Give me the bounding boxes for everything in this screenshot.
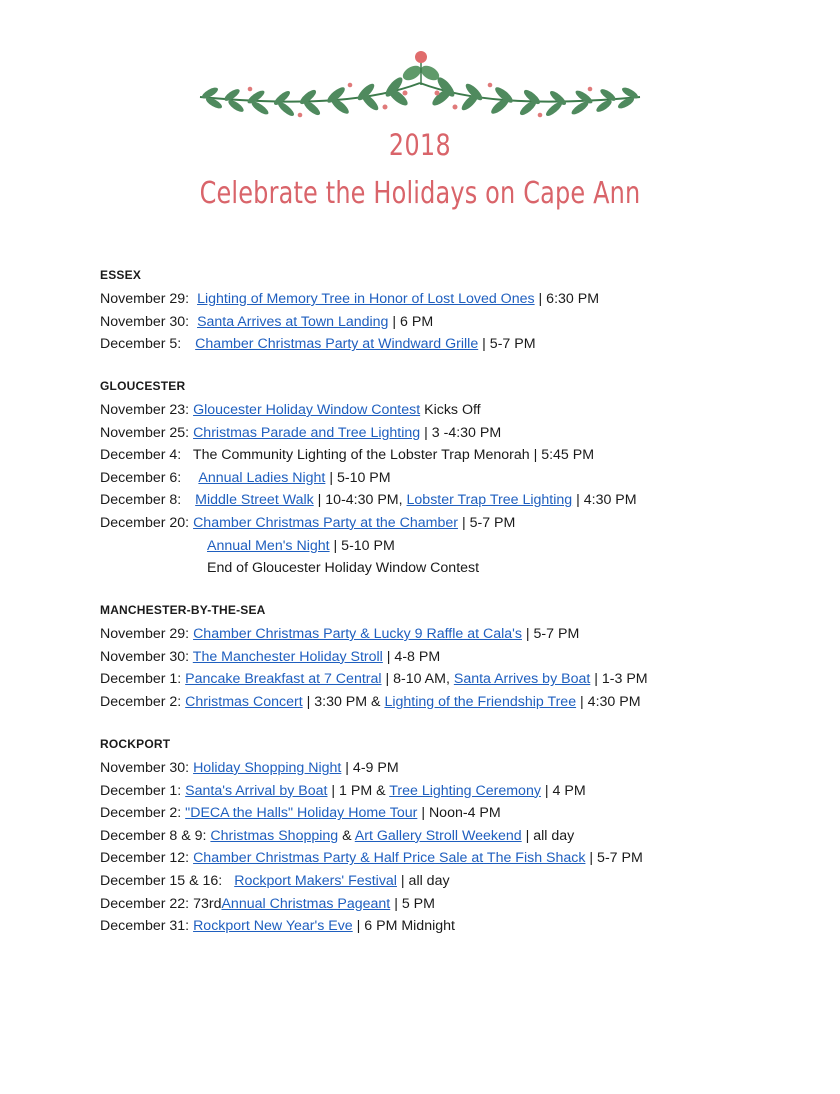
- event-time: | 4-8 PM: [386, 648, 441, 665]
- event-time: | 5-10 PM: [333, 537, 395, 554]
- event-row: [100, 668, 800, 691]
- event-link[interactable]: Holiday Shopping Night: [193, 760, 342, 776]
- event-date: December 6:: [100, 469, 182, 486]
- section-heading: MANCHESTER-BY-THE-SEA: [100, 603, 266, 617]
- event-row: [100, 535, 800, 558]
- event-time: &: [342, 827, 352, 844]
- event-date: November 25:: [100, 424, 190, 441]
- event-text: The Community Lighting of the Lobster Trap Menorah | 5:45 PM: [192, 447, 595, 464]
- event-time: | 8-10 AM,: [385, 671, 450, 688]
- event-time: | 3 -4:30 PM: [424, 424, 502, 441]
- event-date: December 2:: [100, 693, 182, 710]
- event-text: End of Gloucester Holiday Window Contest: [207, 560, 480, 577]
- event-link[interactable]: Annual Ladies Night: [198, 469, 326, 486]
- event-date: December 5:: [100, 336, 182, 353]
- event-row: [100, 870, 800, 893]
- event-row: [100, 444, 800, 467]
- event-date: December 22:: [100, 895, 190, 912]
- event-link[interactable]: Santa Arrives at Town Landing: [197, 313, 389, 330]
- event-link[interactable]: Chamber Christmas Party at the Chamber: [193, 514, 458, 531]
- section-manchester: [100, 600, 800, 713]
- event-row: [100, 691, 800, 714]
- event-row: [100, 623, 800, 646]
- event-date: November 23:: [100, 402, 190, 418]
- event-time: | 4-9 PM: [345, 760, 399, 776]
- event-text: Kicks Off: [424, 402, 481, 418]
- event-time: | 3:30 PM &: [306, 693, 381, 710]
- event-time: | 6:30 PM: [538, 291, 600, 307]
- event-row: [100, 646, 800, 669]
- event-row: [100, 467, 800, 490]
- event-time: | 1 PM &: [331, 782, 386, 799]
- event-time: | 5-7 PM: [461, 514, 516, 531]
- event-link[interactable]: Lighting of Memory Tree in Honor of Lost Loved Ones: [197, 291, 535, 307]
- event-row: [100, 802, 800, 825]
- event-row: [100, 489, 800, 512]
- event-row: [100, 311, 800, 334]
- event-row: [100, 825, 800, 848]
- event-date: November 30:: [100, 313, 190, 330]
- event-time: | 6 PM Midnight: [356, 918, 455, 935]
- event-date: November 29:: [100, 291, 190, 307]
- event-time: | 5 PM: [394, 895, 435, 912]
- event-link[interactable]: Chamber Christmas Party & Lucky 9 Raffle at Cala's: [193, 626, 522, 642]
- event-date: December 8:: [100, 492, 182, 509]
- event-link[interactable]: Gloucester Holiday Window Contest: [193, 402, 421, 418]
- event-link[interactable]: Tree Lighting Ceremony: [389, 782, 541, 799]
- event-link[interactable]: Art Gallery Stroll Weekend: [354, 827, 522, 844]
- page-year: 2018: [388, 128, 452, 162]
- event-date: November 30:: [100, 648, 190, 665]
- event-row: [100, 915, 800, 938]
- event-row: [100, 422, 800, 445]
- event-link[interactable]: Santa's Arrival by Boat: [185, 782, 328, 799]
- event-time: | all day: [400, 872, 450, 889]
- event-date: December 8 & 9:: [100, 827, 207, 844]
- event-date: November 29:: [100, 626, 190, 642]
- event-time: | 5-7 PM: [525, 626, 580, 642]
- event-row: [100, 847, 800, 870]
- event-link[interactable]: Rockport New Year's Eve: [193, 918, 353, 935]
- event-link[interactable]: Middle Street Walk: [195, 492, 314, 509]
- section-heading: ROCKPORT: [100, 737, 171, 751]
- event-row: [100, 893, 800, 916]
- event-link[interactable]: Christmas Shopping: [210, 827, 339, 844]
- event-time: | 4:30 PM: [580, 693, 641, 710]
- event-link[interactable]: Rockport Makers' Festival: [234, 872, 397, 889]
- event-date: December 1:: [100, 671, 182, 688]
- event-link[interactable]: Santa Arrives by Boat: [453, 671, 591, 688]
- event-row: [100, 757, 800, 780]
- event-row: [100, 288, 800, 311]
- section-gloucester: [100, 376, 800, 580]
- event-link[interactable]: "DECA the Halls" Holiday Home Tour: [185, 805, 418, 822]
- section-heading: GLOUCESTER: [100, 379, 186, 393]
- event-row: [100, 333, 800, 356]
- event-link[interactable]: Annual Christmas Pageant: [221, 895, 391, 912]
- event-text: 73rd: [193, 895, 222, 912]
- event-row: [100, 557, 800, 580]
- event-date: December 2:: [100, 805, 182, 822]
- page-title: Celebrate the Holidays on Cape Ann: [199, 176, 641, 211]
- event-link[interactable]: Pancake Breakfast at 7 Central: [185, 671, 382, 688]
- event-row: [100, 399, 800, 422]
- section-heading: ESSEX: [100, 268, 142, 282]
- event-date: December 15 & 16:: [100, 872, 223, 889]
- event-link[interactable]: Christmas Parade and Tree Lighting: [193, 424, 421, 441]
- event-time: | 10-4:30 PM,: [317, 492, 403, 509]
- event-link[interactable]: The Manchester Holiday Stroll: [192, 648, 383, 665]
- event-time: | 4:30 PM: [576, 492, 637, 509]
- event-row: [100, 780, 800, 803]
- event-time: | 4 PM: [544, 782, 586, 799]
- event-date: December 31:: [100, 918, 190, 935]
- event-date: December 1:: [100, 782, 182, 799]
- event-date: December 12:: [100, 850, 190, 867]
- section-essex: [100, 265, 800, 356]
- event-time: | 5-7 PM: [482, 336, 536, 353]
- event-link[interactable]: Lobster Trap Tree Lighting: [406, 492, 573, 509]
- event-link[interactable]: Annual Men's Night: [207, 537, 330, 554]
- event-date: December 20:: [100, 514, 190, 531]
- event-time: | Noon-4 PM: [421, 805, 501, 822]
- event-link[interactable]: Lighting of the Friendship Tree: [384, 693, 577, 710]
- event-time: | 1-3 PM: [594, 671, 648, 688]
- event-row: [100, 512, 800, 535]
- event-link[interactable]: Chamber Christmas Party & Half Price Sale at The Fish Shack: [193, 850, 586, 867]
- event-time: | 5-10 PM: [329, 469, 391, 486]
- event-time: | 6 PM: [392, 313, 434, 330]
- event-date: December 4:: [100, 447, 182, 464]
- event-date: November 30:: [100, 760, 190, 776]
- event-time: | 5-7 PM: [589, 850, 643, 867]
- section-rockport: [100, 734, 800, 938]
- event-link[interactable]: Christmas Concert: [185, 693, 303, 710]
- event-time: | all day: [525, 827, 575, 844]
- event-link[interactable]: Chamber Christmas Party at Windward Grille: [195, 336, 479, 353]
